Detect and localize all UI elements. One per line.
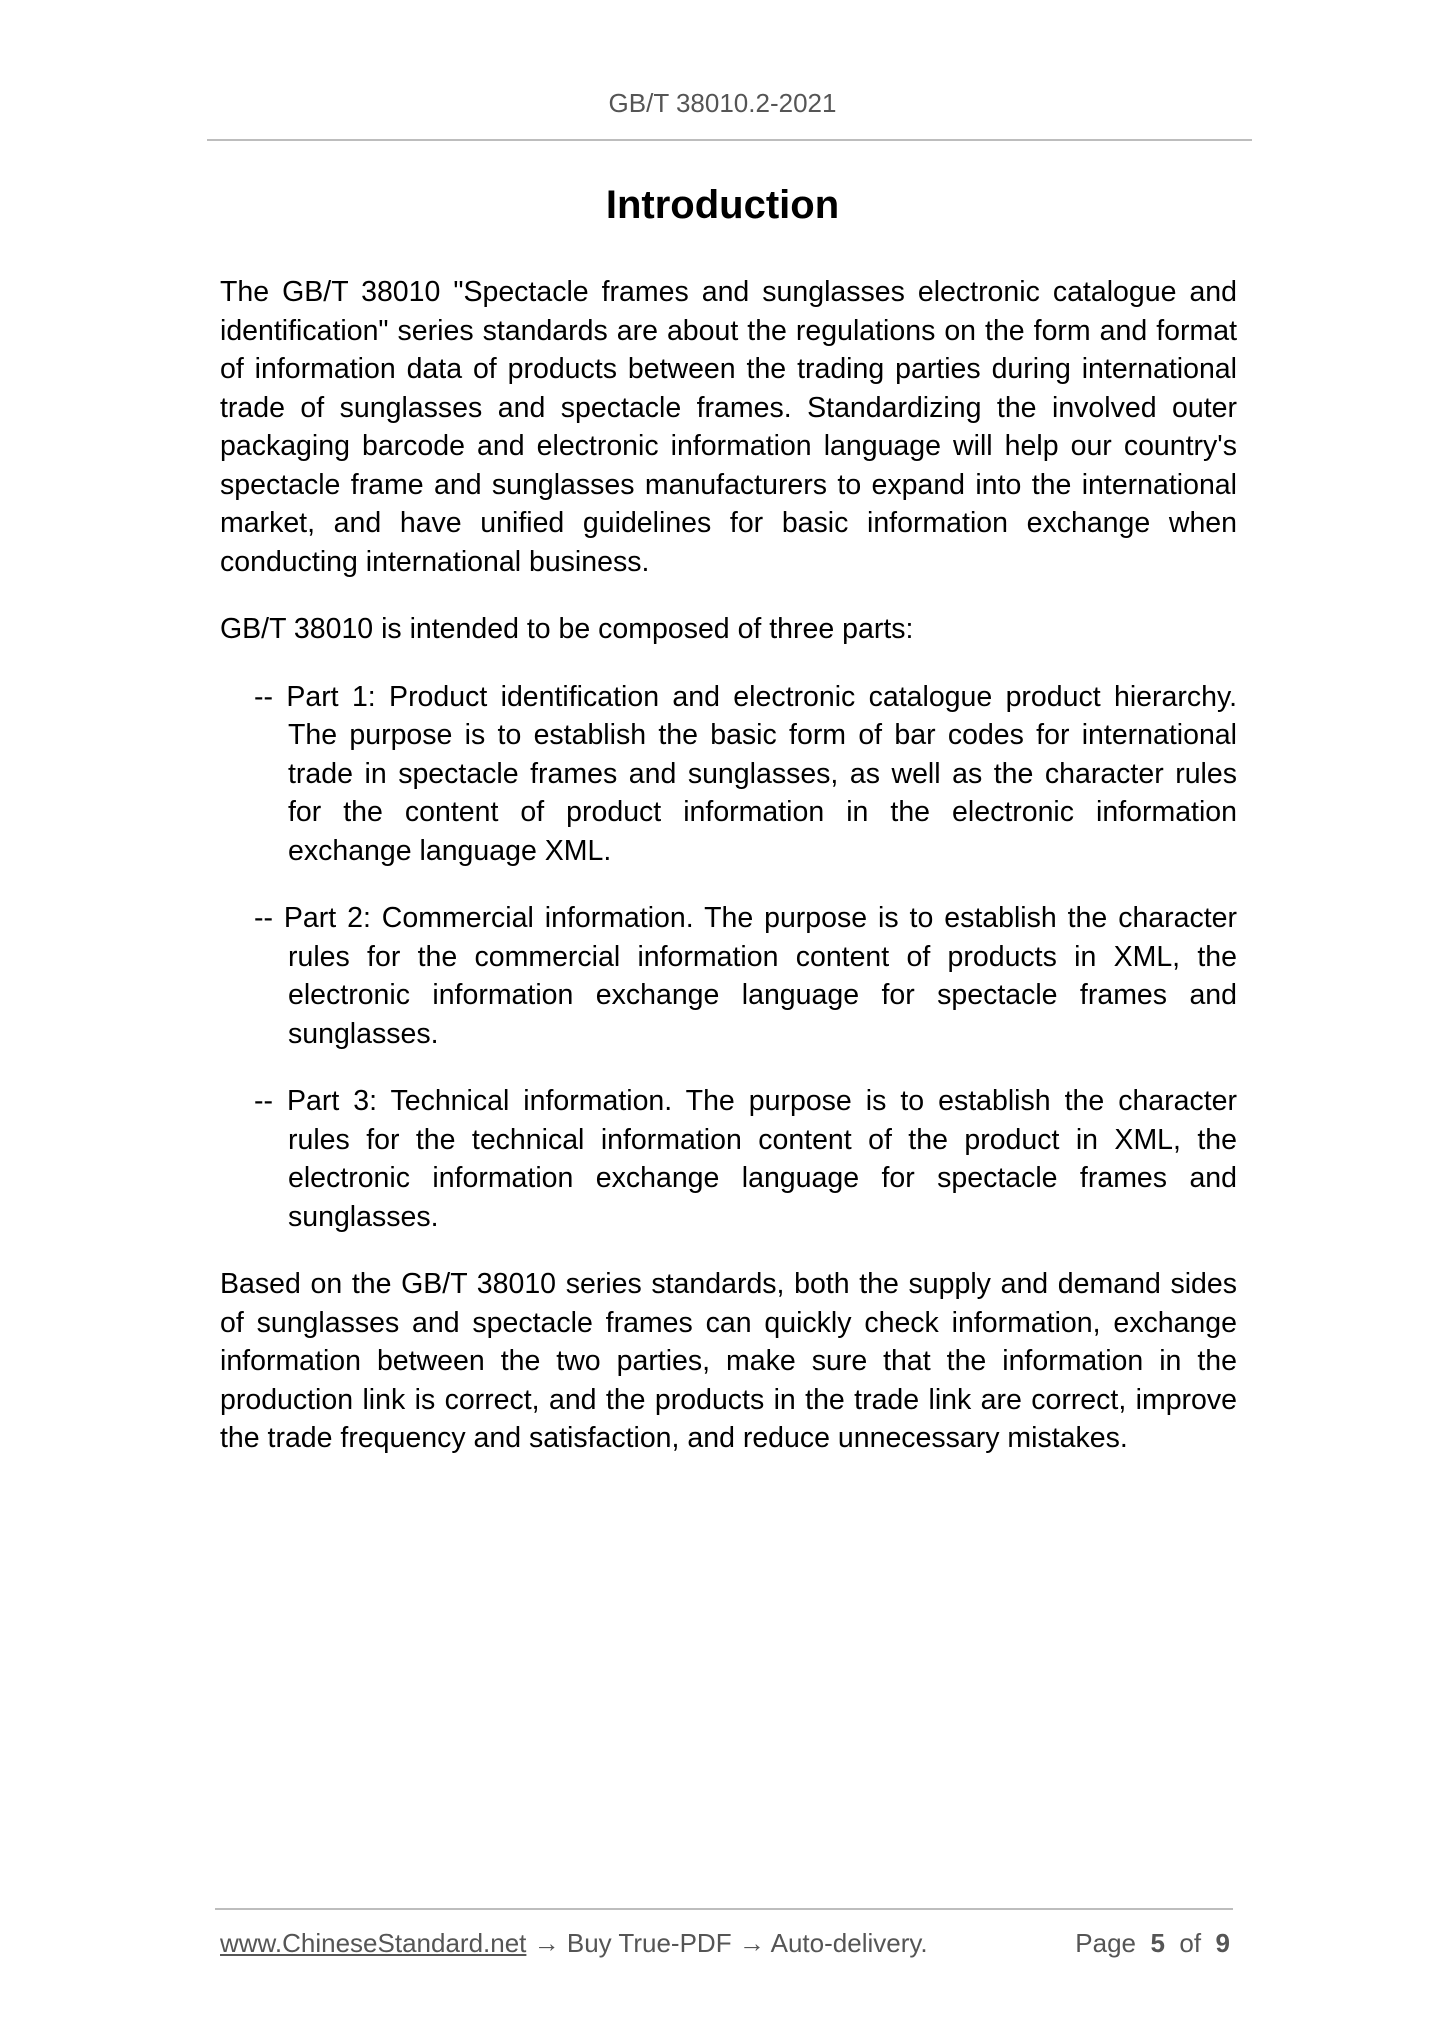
- intro-paragraph: The GB/T 38010 "Spectacle frames and sunglasses electronic catalogue and identification" series standards are about the regulations on the form and format of information data of products between the trading parties during international trade of sunglasses and spectacle frames. Standardizing the involved outer packaging barcode and electronic information language will help our country's spectacle frame and sunglasses manufacturers to expand into the international market, and have unified guidelines for basic information exchange when conducting international business.: [220, 276, 1237, 578]
- page-of-label: of: [1179, 1928, 1202, 1958]
- parts-intro-paragraph: GB/T 38010 is intended to be composed of three parts:: [220, 613, 914, 645]
- footer-divider: [215, 1908, 1233, 1910]
- page-label: Page: [1075, 1928, 1137, 1958]
- header-divider: [207, 139, 1252, 141]
- page-title: Introduction: [605, 183, 840, 227]
- page-number: [1075, 1928, 1230, 1959]
- arrow-right-icon: →: [533, 1928, 560, 1958]
- footer-promo: [220, 1928, 928, 1959]
- arrow-right-icon: →: [738, 1928, 765, 1958]
- document-code-header: GB/T 38010.2-2021: [608, 88, 837, 118]
- part-1-item: -- Part 1: Product identification and electronic catalogue product hierarchy. The purpose is to establish the basic form of bar codes for international trade in spectacle frames and sunglasses, as well as the character rules for the content of product information in the electronic information exchange language XML.: [254, 680, 1237, 867]
- delivery-text: Auto-delivery.: [770, 1928, 928, 1958]
- page-total: 9: [1215, 1928, 1230, 1958]
- document-body: [220, 273, 1237, 1487]
- website-link[interactable]: www.ChineseStandard.net: [220, 1928, 527, 1958]
- part-2-item: -- Part 2: Commercial information. The purpose is to establish the character rules for the commercial information content of products in XML, the electronic information exchange language for spectacle frames and sunglasses.: [254, 902, 1237, 1050]
- buy-text: Buy True-PDF: [566, 1928, 732, 1958]
- closing-paragraph: Based on the GB/T 38010 series standards, both the supply and demand sides of sunglasses and spectacle frames can quickly check information, exchange information between the two parties, make sure that the information in the production link is correct, and the products in the trade link are correct, improve the trade frequency and satisfaction, and reduce unnecessary mistakes.: [220, 1268, 1237, 1454]
- part-3-item: -- Part 3: Technical information. The purpose is to establish the character rules for the technical information content of the product in XML, the electronic information exchange language for spectacle frames and sunglasses.: [254, 1085, 1237, 1233]
- page-current: 5: [1150, 1928, 1165, 1958]
